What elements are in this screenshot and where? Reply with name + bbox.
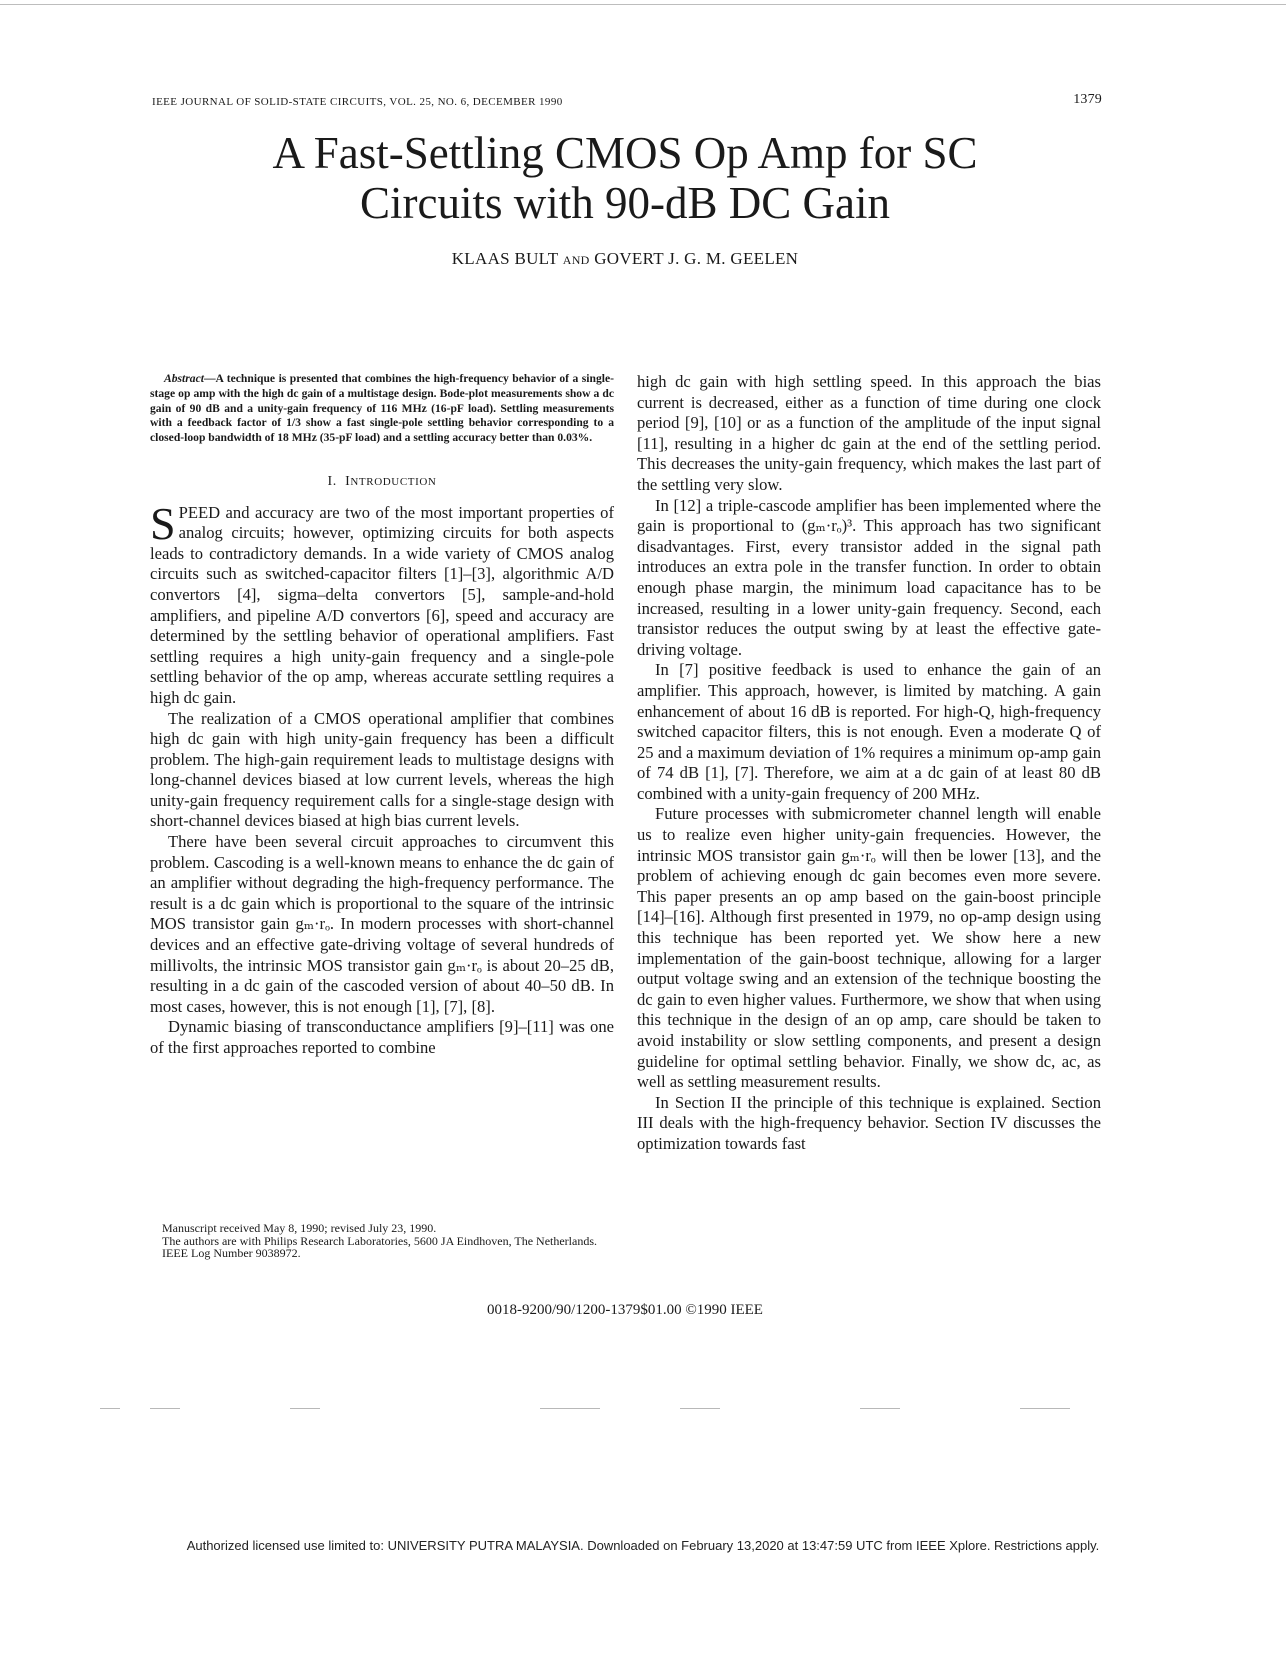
right-paragraph-5: In Section II the principle of this technique is explained. Section III deals with the high-frequency behavior. Section IV discusses the optimization towards fast — [637, 1092, 1101, 1153]
right-column — [637, 372, 1101, 1155]
intro-paragraph-1 — [150, 497, 614, 709]
author-line — [150, 249, 1100, 269]
left-column — [150, 372, 614, 1059]
footnote-line-3: IEEE Log Number 9038972. — [162, 1246, 301, 1261]
right-paragraph-3: In [7] positive feedback is used to enhance the gain of an amplifier. This approach, however, is limited by matching. A gain enhancement of about 16 dB is reported. For high-Q, high-frequency switched capacitor filters, this is not enough. Even a moderate Q of 25 and a maximum deviation of 1% requires a minimum op-amp gain of 74 dB [1], [7]. Therefore, we aim at a dc gain of at least 80 dB combined with a unity-gain frequency of 200 MHz. — [637, 660, 1101, 803]
section-numeral: I. — [327, 473, 337, 489]
intro-paragraph-4: Dynamic biasing of transconductance amplifiers [9]–[11] was one of the first approaches reported to combine — [150, 1017, 614, 1058]
intro-paragraph-3: There have been several circuit approaches to circumvent this problem. Cascoding is a well-known means to enhance the dc gain of an amplifier without degrading the high-frequency performance. The result is a dc gain which is proportional to the square of the intrinsic MOS transistor gain gₘ·rₒ. In modern processes with short-channel devices and an effective gate-driving voltage of several hundreds of millivolts, the intrinsic MOS transistor gain gₘ·rₒ is about 20–25 dB, resulting in a dc gain of the cascoded version of about 40–50 dB. In most cases, however, this is not enough [1], [7], [8]. — [150, 832, 614, 1016]
section-title-rest: NTRODUCTION — [350, 475, 437, 488]
drop-cap: S — [150, 497, 176, 549]
right-paragraph-4: Future processes with submicrometer channel length will enable us to realize even higher unity-gain frequencies. However, the intrinsic MOS transistor gain gₘ·rₒ will then be lower [13], and the problem of achieving enough dc gain becomes even more severe. This paper presents an op amp based on the gain-boost principle [14]–[16]. Although first presented in 1979, no op-amp design using this technique has been reported yet. We show here a new implementation of the gain-boost technique, allowing for a larger output voltage swing and an extension of the technique boosting the dc gain to even higher values. Furthermore, we show that when using this technique in the design of an op amp, care should be taken to avoid instability or slow settling components, and present a design guideline for optimal settling behavior. Finally, we show dc, ac, as well as settling measurement results. — [637, 804, 1101, 1092]
abstract-text: —A technique is presented that combines the high-frequency behavior of a single-stage op amp with the high dc gain of a multistage design. Bode-plot measurements show a dc gain of 90 dB and a unity-gain frequency of 116 MHz (16-pF load). Settling measurements with a feedback factor of 1/3 show a fast single-pole settling behavior corresponding to a closed-loop bandwidth of 18 MHz (35-pF load) and a settling accuracy better than 0.03%. — [150, 372, 614, 445]
page-number: 1379 — [1073, 92, 1102, 107]
footnote-line-2: The authors are with Philips Research Laboratories, 5600 JA Eindhoven, The Netherlands. — [162, 1233, 598, 1248]
author-conjunction: AND — [562, 253, 590, 267]
copyright-line: 0018-9200/90/1200-1379$01.00 ©1990 IEEE — [487, 1302, 763, 1318]
author-2: GOVERT J. G. M. GEELEN — [594, 249, 799, 268]
scan-artifact-marks — [0, 1408, 1286, 1414]
author-1: KLAAS BULT — [451, 249, 559, 268]
intro-paragraph-2: The realization of a CMOS operational amplifier that combines high dc gain with high unity-gain frequency has been a difficult problem. The high-gain requirement leads to multistage designs with long-channel devices biased at low current levels, whereas the high unity-gain frequency requirement calls for a single-stage design with short-channel devices biased at high bias current levels. — [150, 708, 614, 831]
abstract-lead: Abstract — [164, 372, 204, 385]
license-notice: Authorized licensed use limited to: UNIVERSITY PUTRA MALAYSIA. Downloaded on February 13,2020 at 13:47:59 UTC from IEEE Xplore. Restrictions apply. — [186, 1538, 1100, 1553]
right-paragraph-2: In [12] a triple-cascode amplifier has been implemented where the gain is proportional to (gₘ·rₒ)³. This approach has two significant disadvantages. First, every transistor added in the signal path introduces an extra pole in the transfer function. In order to obtain enough phase margin, the minimum load capacitance has to be increased, resulting in a lower unity-gain frequency. Second, each transistor reduces the output swing by at least the effective gate-driving voltage. — [637, 495, 1101, 659]
top-rule — [0, 0, 1286, 5]
right-paragraph-1: high dc gain with high settling speed. In this approach the bias current is decreased, either as a function of time during one clock period [9], [10] or as a function of the amplitude of the input signal [11], resulting in a higher dc gain at the end of the settling period. This decreases the unity-gain frequency, which makes the last part of the settling very slow. — [637, 372, 1101, 494]
section-title-initial: I — [345, 473, 351, 489]
paper-title — [150, 128, 1100, 228]
footnote — [150, 1222, 620, 1260]
section-heading-introduction — [150, 472, 614, 493]
abstract — [150, 372, 614, 446]
title-line-2: Circuits with 90-dB DC Gain — [360, 178, 890, 228]
title-line-1: A Fast-Settling CMOS Op Amp for SC — [272, 128, 978, 178]
footnote-line-1: Manuscript received May 8, 1990; revised July 23, 1990. — [162, 1221, 437, 1235]
intro-paragraph-1-text: PEED and accuracy are two of the most important properties of analog circuits; however, optimizing circuits for both aspects leads to contradictory demands. In a wide variety of CMOS analog circuits such as switched-capacitor filters [1]–[3], algorithmic A/D convertors [4], sigma–delta convertors [5], sample-and-hold amplifiers, and pipeline A/D convertors [6], speed and accuracy are determined by the settling behavior of operational amplifiers. Fast settling requires a high unity-gain frequency and a single-pole settling behavior of the op amp, whereas accurate settling requires a high dc gain. — [150, 502, 614, 707]
journal-header: IEEE JOURNAL OF SOLID-STATE CIRCUITS, VOL. 25, NO. 6, DECEMBER 1990 — [152, 96, 563, 108]
